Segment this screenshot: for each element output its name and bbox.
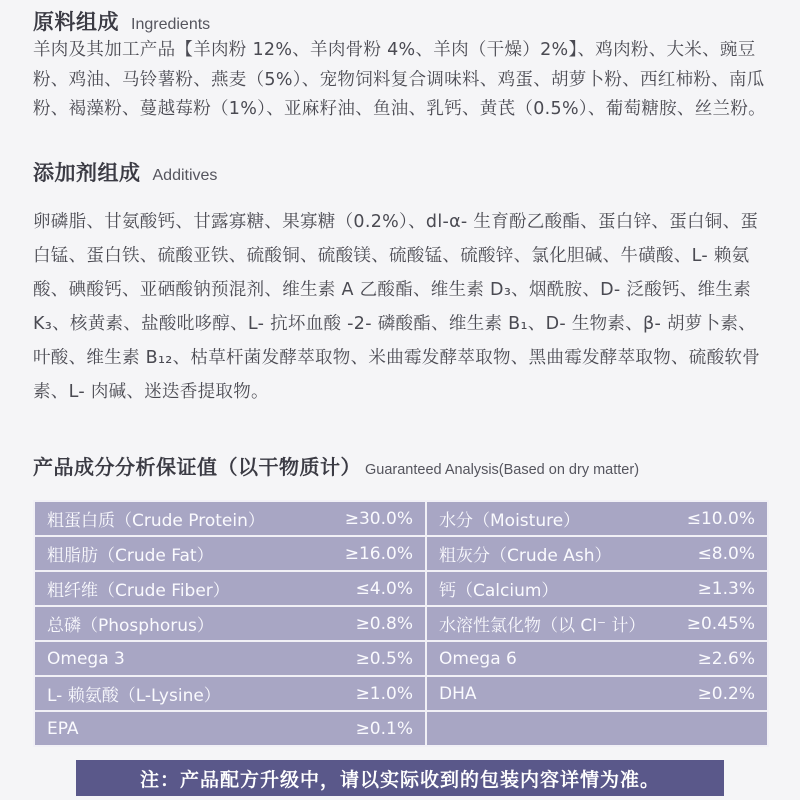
table-cell	[426, 641, 768, 676]
ingredients-title-en: Ingredients	[131, 16, 211, 33]
guaranteed-analysis-table	[33, 500, 769, 747]
ingredients-text: 羊肉及其加工产品【羊肉粉 12%、羊肉骨粉 4%、羊肉（干燥）2%】、鸡肉粉、大米、豌豆粉、鸡油、马铃薯粉、燕麦（5%）、宠物饲料复合调味料、鸡蛋、胡萝卜粉、西红柿粉、南瓜粉、褐藻粉、蔓越莓粉（1%）、亚麻籽油、鱼油、乳钙、黄芪（0.5%）、葡萄糖胺、丝兰粉。	[33, 40, 766, 119]
additives-title-en: Additives	[152, 167, 218, 184]
nutrient-value: ≤4.0%	[355, 578, 413, 599]
table-row	[34, 606, 768, 641]
nutrient-label: 水溶性氯化物（以 Cl⁻ 计）	[439, 616, 646, 636]
nutrient-value: ≥0.2%	[697, 683, 755, 704]
ingredients-title-zh: 原料组成	[33, 10, 119, 34]
nutrient-value: ≥1.3%	[697, 578, 755, 599]
table-row	[34, 711, 768, 746]
guaranteed-analysis-title-en: Guaranteed Analysis(Based on dry matter)	[365, 462, 640, 478]
table-cell	[34, 606, 426, 641]
nutrient-value: ≥0.8%	[355, 613, 413, 634]
nutrient-value: ≥16.0%	[344, 543, 413, 564]
table-row	[34, 571, 768, 606]
table-cell	[426, 536, 768, 571]
table-cell	[426, 676, 768, 711]
table-row	[34, 536, 768, 571]
nutrient-value: ≥30.0%	[344, 508, 413, 529]
ingredients-heading	[33, 6, 210, 36]
additives-text: 卵磷脂、甘氨酸钙、甘露寡糖、果寡糖（0.2%）、dl-α- 生育酚乙酸酯、蛋白锌、蛋白铜、蛋白锰、蛋白铁、硫酸亚铁、硫酸铜、硫酸镁、硫酸锰、硫酸锌、氯化胆碱、牛磺酸、L- 赖氨酸、碘酸钙、亚硒酸钠预混剂、维生素 A 乙酸酯、维生素 D₃、烟酰胺、D- 泛酸钙、维生素 K₃、核黄素、盐酸吡哆醇、L- 抗坏血酸 -2- 磷酸酯、维生素 B₁、D- 生物素、β- 胡萝卜素、叶酸、维生素 B₁₂、枯草杆菌发酵萃取物、米曲霉发酵萃取物、黑曲霉发酵萃取物、硫酸软骨素、L- 肉碱、迷迭香提取物。	[33, 212, 760, 402]
additives-title-zh: 添加剂组成	[33, 161, 141, 185]
table-cell	[34, 501, 426, 536]
guaranteed-analysis-heading	[33, 451, 639, 480]
nutrient-label: DHA	[439, 683, 477, 704]
nutrient-value: ≤8.0%	[697, 543, 755, 564]
nutrient-label: L- 赖氨酸（L-Lysine）	[47, 686, 221, 706]
additives-heading	[33, 157, 217, 187]
table-row	[34, 641, 768, 676]
table-cell	[426, 571, 768, 606]
nutrient-label: 粗蛋白质（Crude Protein）	[47, 511, 265, 531]
nutrient-label: Omega 3	[47, 648, 125, 669]
table-cell	[34, 711, 426, 746]
nutrient-label: 总磷（Phosphorus）	[47, 616, 214, 636]
guaranteed-analysis-title-zh: 产品成分分析保证值（以干物质计）	[33, 455, 361, 479]
nutrient-value: ≤10.0%	[686, 508, 755, 529]
nutrient-label: 粗纤维（Crude Fiber）	[47, 581, 230, 601]
table-row	[34, 676, 768, 711]
table-row	[34, 501, 768, 536]
table-cell	[34, 536, 426, 571]
nutrient-value: ≥1.0%	[355, 683, 413, 704]
nutrient-label: 粗灰分（Crude Ash）	[439, 546, 612, 566]
nutrient-value: ≥0.5%	[355, 648, 413, 669]
formula-update-notice: 注：产品配方升级中，请以实际收到的包装内容详情为准。	[76, 760, 724, 796]
nutrient-value: ≥2.6%	[697, 648, 755, 669]
nutrient-value: ≥0.45%	[686, 613, 755, 634]
nutrient-label: 水分（Moisture）	[439, 511, 581, 531]
nutrient-label: 粗脂肪（Crude Fat）	[47, 546, 214, 566]
table-cell	[426, 711, 768, 746]
table-cell	[34, 571, 426, 606]
nutrient-label: EPA	[47, 718, 79, 739]
table-cell	[34, 641, 426, 676]
table-cell	[426, 606, 768, 641]
nutrient-value: ≥0.1%	[355, 718, 413, 739]
nutrient-label: 钙（Calcium）	[439, 581, 559, 601]
table-cell	[34, 676, 426, 711]
table-cell	[426, 501, 768, 536]
nutrient-label: Omega 6	[439, 648, 517, 669]
